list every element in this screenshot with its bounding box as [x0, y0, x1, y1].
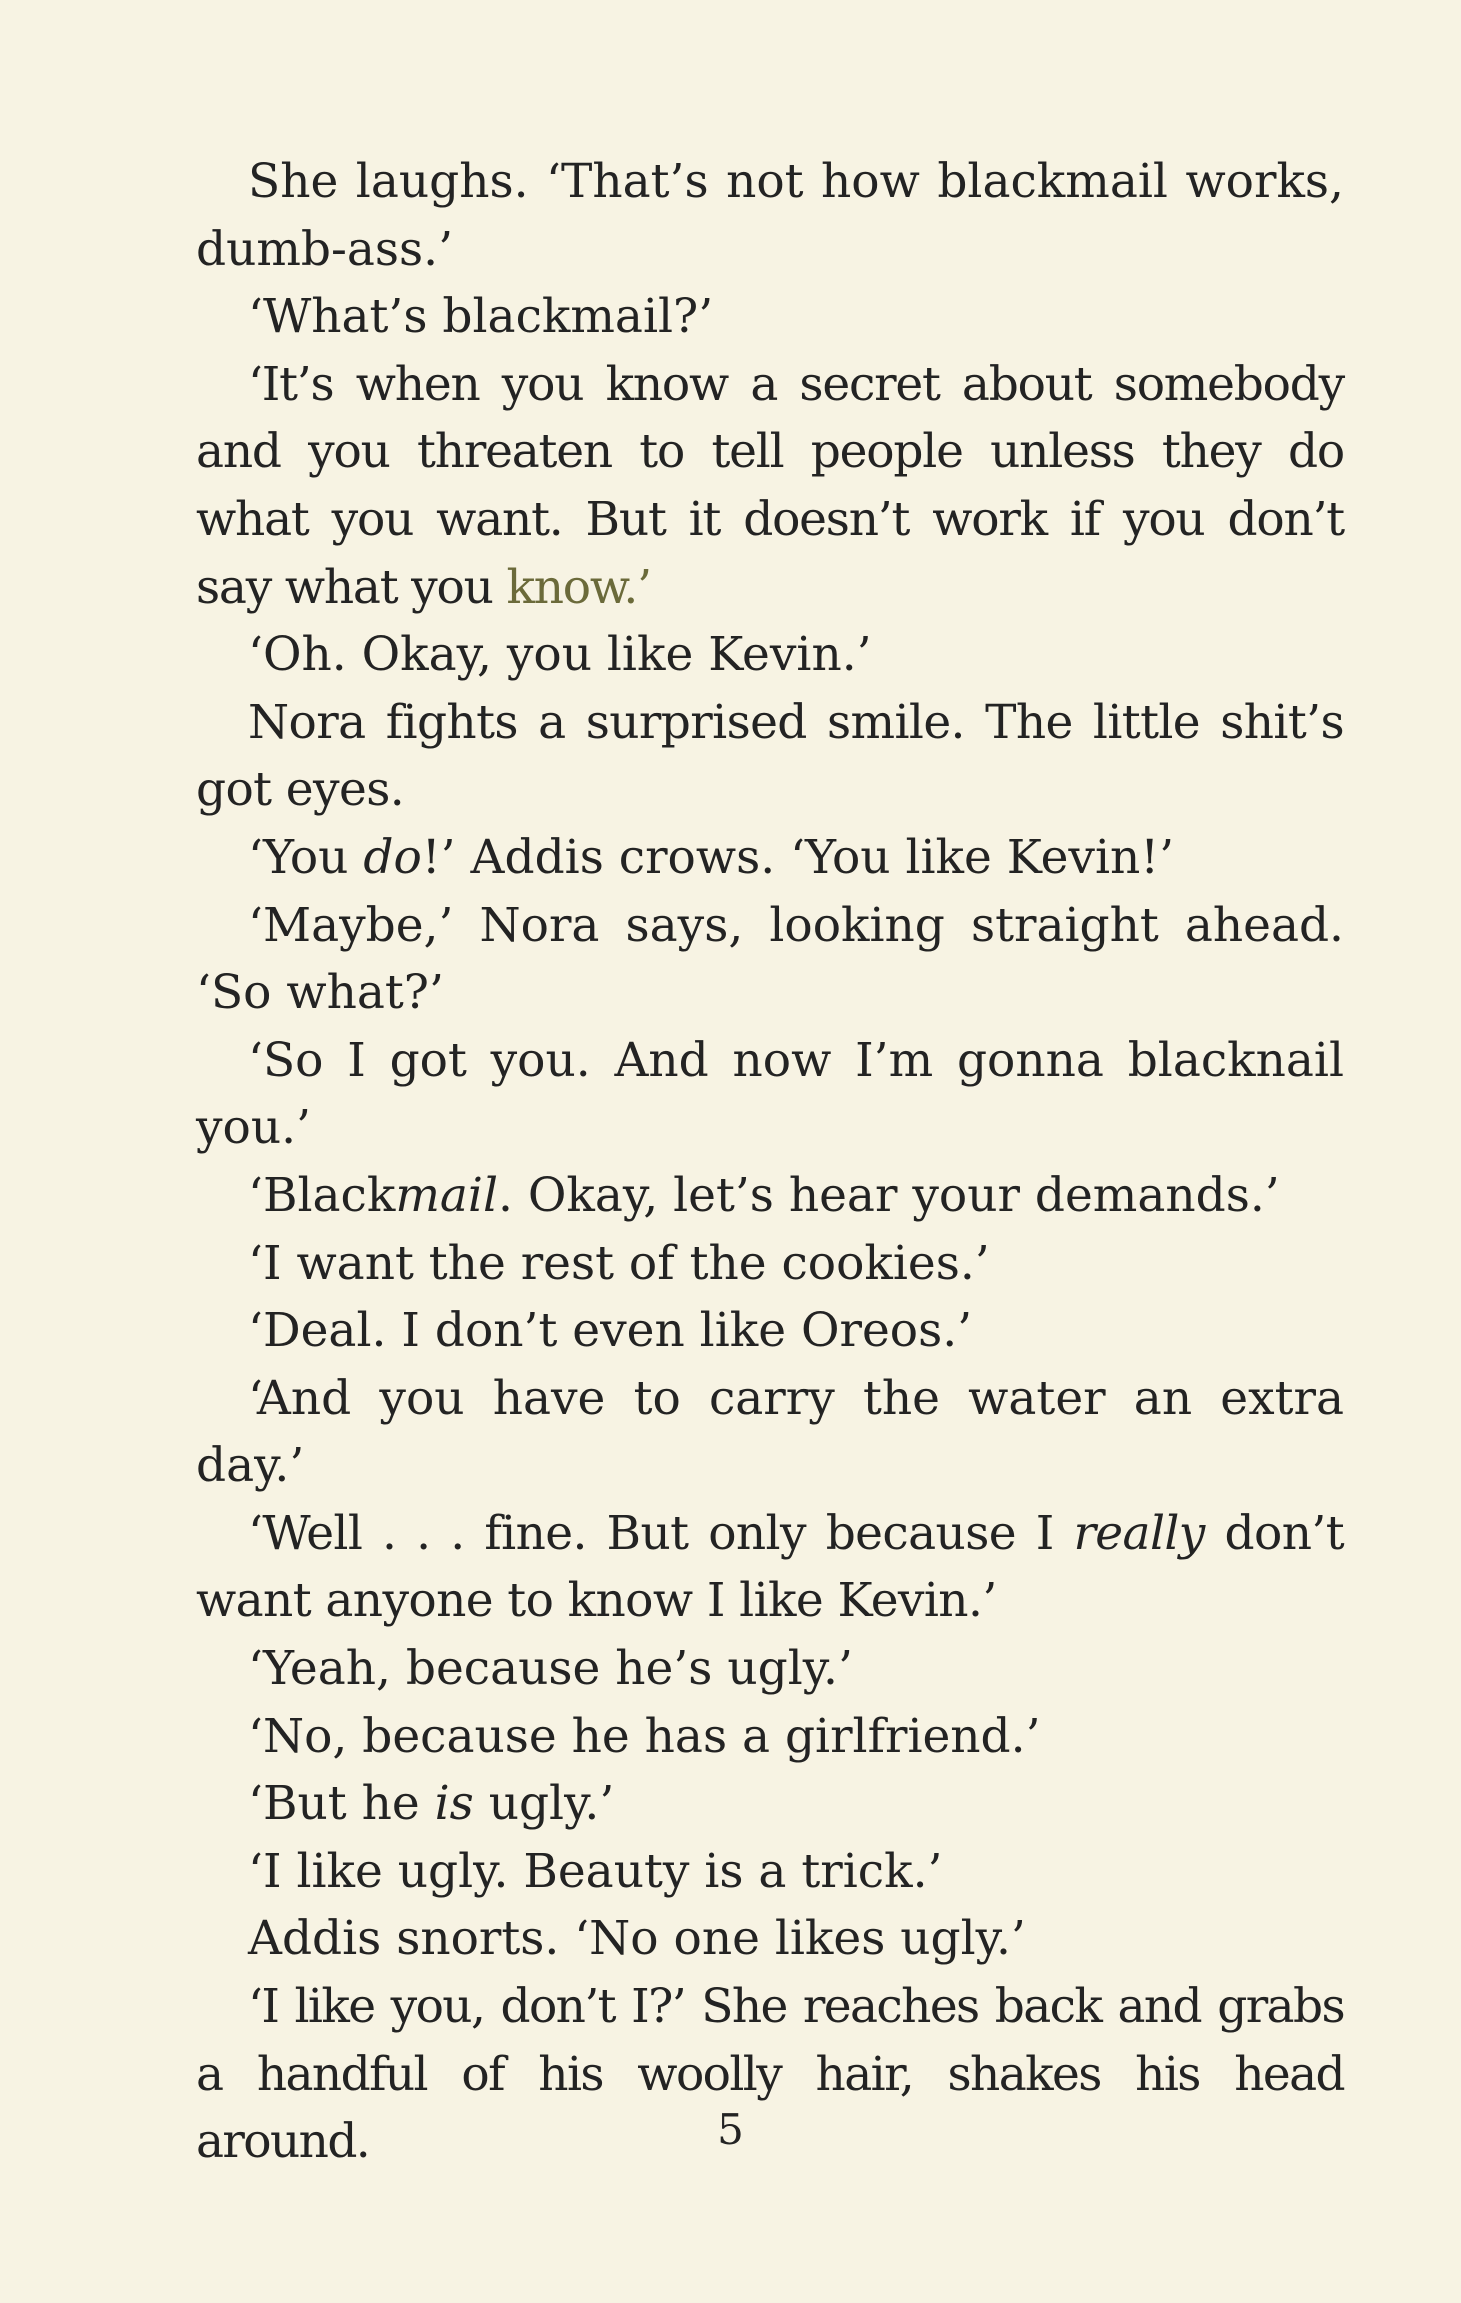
- text-segment: ‘Black: [248, 1167, 396, 1223]
- text-segment: Addis snorts. ‘No one likes ugly.’: [248, 1911, 1026, 1967]
- emphasis-text: mail: [395, 1167, 498, 1223]
- paragraph-13: [196, 1500, 1344, 1635]
- text-segment: don’t want anyone to know I like Kevin.’: [196, 1505, 1345, 1629]
- paragraph-10: [196, 1230, 1344, 1298]
- paragraph-11: [196, 1297, 1344, 1365]
- text-segment: ‘Well . . . fine. But only because I: [248, 1505, 1074, 1561]
- text-segment: ‘I like you, don’t I?’ She reaches back and grabs a handful of his woolly hair, shakes his head around.: [196, 1979, 1344, 2170]
- text-segment: ugly.’: [473, 1776, 615, 1832]
- paragraph-2: [196, 283, 1344, 351]
- paragraph-4: [196, 621, 1344, 689]
- paragraph-18: [196, 1905, 1344, 1973]
- text-segment: ‘But he: [248, 1776, 435, 1832]
- text-segment: Nora fights a surprised smile. The little shit’s got eyes.: [196, 694, 1344, 818]
- text-segment: ‘I like ugly. Beauty is a trick.’: [248, 1843, 943, 1899]
- paragraph-6: [196, 824, 1344, 892]
- paragraph-9: [196, 1162, 1344, 1230]
- text-segment: ‘Maybe,’ Nora says, looking straight ahead. ‘So what?’: [196, 897, 1344, 1021]
- text-segment: She laughs. ‘That’s not how blackmail works, dumb-ass.’: [196, 154, 1344, 277]
- paragraph-17: [196, 1838, 1344, 1906]
- tinted-text: know.’: [506, 559, 651, 615]
- paragraph-14: [196, 1635, 1344, 1703]
- text-segment: ‘Deal. I don’t even like Oreos.’: [248, 1303, 973, 1359]
- page-number: 5: [717, 2105, 744, 2154]
- text-segment: ‘I want the rest of the cookies.’: [248, 1235, 990, 1291]
- text-segment: !’ Addis crows. ‘You like Kevin!’: [421, 829, 1175, 885]
- paragraph-8: [196, 1027, 1344, 1162]
- emphasis-text: really: [1073, 1505, 1205, 1561]
- emphasis-text: do: [363, 829, 422, 885]
- paragraph-16: [196, 1770, 1344, 1838]
- paragraph-5: [196, 689, 1344, 824]
- paragraph-12: [196, 1365, 1344, 1500]
- paragraph-3: [196, 351, 1344, 621]
- text-segment: ‘No, because he has a girlfriend.’: [248, 1708, 1041, 1764]
- text-segment: ‘What’s blackmail?’: [248, 289, 714, 345]
- text-segment: ‘And you have to carry the water an extra day.’: [196, 1370, 1344, 1494]
- paragraph-15: [196, 1703, 1344, 1771]
- text-segment: ‘It’s when you know a secret about somebody and you threaten to tell people unless they do what you want. But it doesn’t work if you don’t say what you: [196, 356, 1344, 615]
- text-segment: ‘Oh. Okay, you like Kevin.’: [248, 627, 872, 683]
- paragraph-1: [196, 148, 1344, 283]
- body-text: [196, 148, 1344, 2176]
- emphasis-text: is: [434, 1776, 474, 1832]
- text-segment: ‘So I got you. And now I’m gonna blacknail you.’: [196, 1032, 1344, 1156]
- text-segment: . Okay, let’s hear your demands.’: [498, 1167, 1280, 1223]
- text-segment: ‘Yeah, because he’s ugly.’: [248, 1641, 853, 1697]
- paragraph-7: [196, 892, 1344, 1027]
- text-segment: ‘You: [248, 829, 364, 885]
